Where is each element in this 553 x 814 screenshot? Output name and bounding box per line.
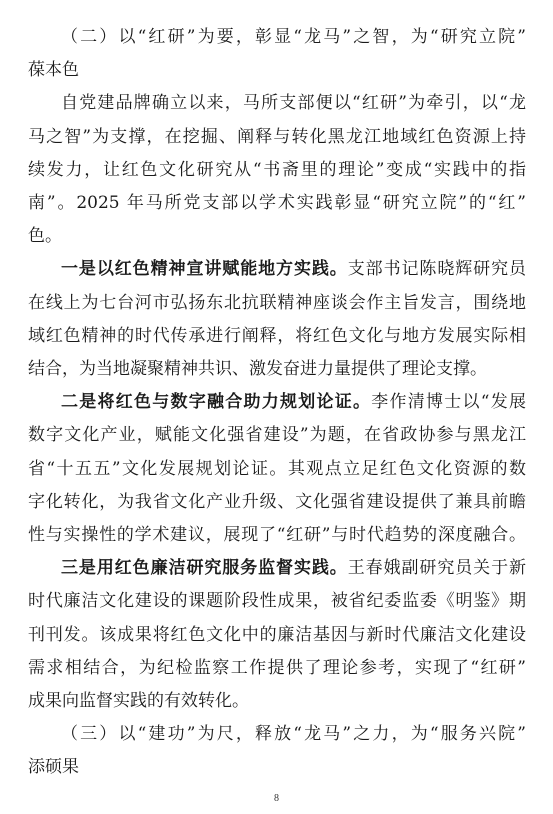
section-3-heading-line-1: （三）以“建功”为尺，释放“龙马”之力，为“服务兴院”: [61, 724, 526, 745]
section-3-heading-line-2: 添硕果: [28, 757, 79, 778]
section-2-heading-line-2: 葆本色: [28, 60, 79, 81]
item-2-line-2: 数字文化产业，赋能文化强省建设”为题，在省政协参与黑龙江: [28, 425, 526, 446]
item-3-line-5: 成果向监督实践的有效转化。: [28, 691, 249, 711]
intro-line-4: 南”。2025 年马所党支部以学术实践彰显“研究立院”的“红”: [28, 193, 526, 213]
item-2-line-4: 字化转化，为我省文化产业升级、文化强省建设提供了兼具前瞻: [28, 491, 526, 512]
item-2-line-5: 性与实操性的学术建议，展现了“红研”与时代趋势的深度融合。: [28, 525, 526, 545]
item-1-line-1-rest: 支部书记陈晓辉研究员: [347, 259, 527, 280]
item-3-lead: 三是用红色廉洁研究服务监督实践。: [61, 558, 348, 579]
item-2-lead: 二是将红色与数字融合助力规划论证。: [61, 392, 372, 413]
item-1-line-2: 在线上为七台河市弘扬东北抗联精神座谈会作主旨发言，围绕地: [28, 292, 526, 313]
item-1-line-3: 域红色精神的时代传承进行阐释，将红色文化与地方发展实际相: [28, 325, 526, 346]
item-3-line-1: [61, 558, 526, 578]
item-3-line-4: 需求相结合，为纪检监察工作提供了理论参考，实现了“红研”: [28, 657, 526, 678]
item-3-line-1-rest: 王春娥副研究员关于新: [347, 558, 527, 579]
section-2-heading-line-1: （二）以“红研”为要，彰显“龙马”之智，为“研究立院”: [61, 27, 526, 47]
item-1-line-4: 结合，为当地凝聚精神共识、激发奋进力量提供了理论支撑。: [28, 359, 487, 379]
item-1-lead: 一是以红色精神宣讲赋能地方实践。: [61, 259, 348, 280]
item-2-line-1-rest: 李作清博士以“发展: [371, 392, 526, 413]
item-2-line-3: 省“十五五”文化发展规划论证。其观点立足红色文化资源的数: [28, 458, 526, 479]
intro-line-3: 续发力，让红色文化研究从“书斋里的理论”变成“实践中的指: [28, 159, 526, 180]
page-number: 8: [274, 793, 279, 804]
intro-line-5: 色。: [28, 226, 62, 247]
intro-line-2: 马之智”为支撑，在挖掘、阐释与转化黑龙江地域红色资源上持: [28, 126, 526, 147]
item-3-line-3: 刊刊发。该成果将红色文化中的廉洁基因与新时代廉洁文化建设: [28, 624, 526, 645]
item-2-line-1: [61, 392, 526, 412]
intro-line-1: 自党建品牌确立以来，马所支部便以“红研”为牵引，以“龙: [61, 93, 526, 114]
item-3-line-2: 时代廉洁文化建设的课题阶段性成果，被省纪委监委《明鉴》期: [28, 591, 526, 612]
item-1-line-1: [61, 259, 526, 279]
